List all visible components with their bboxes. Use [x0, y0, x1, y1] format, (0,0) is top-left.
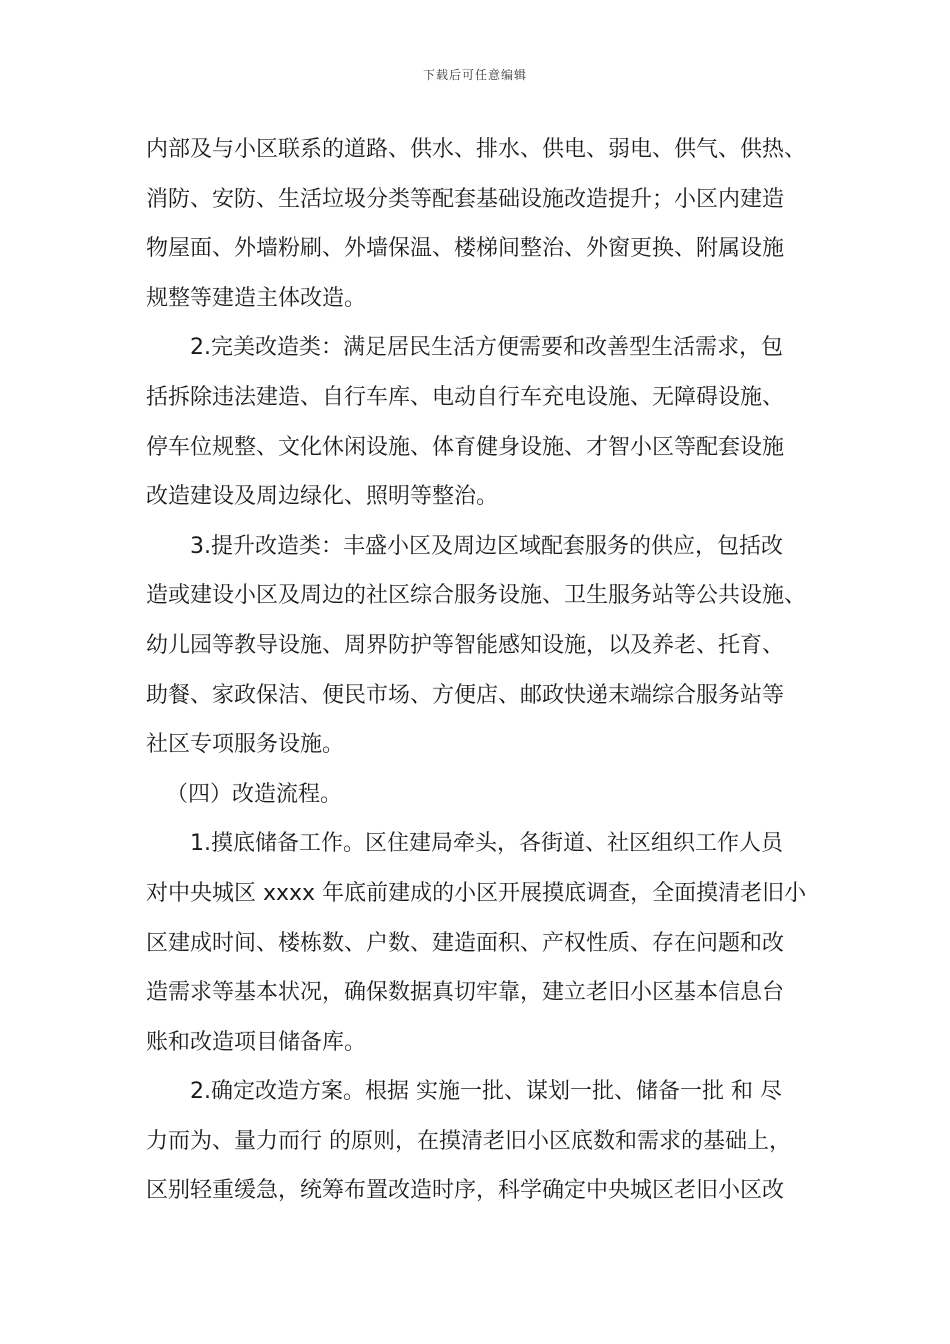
- text-line: 助餐、家政保洁、便民市场、方便店、邮政快递末端综合服务站等: [146, 682, 785, 708]
- text-line: 2.确定改造方案。根据 实施一批、谋划一批、储备一批 和 尽: [190, 1079, 782, 1105]
- section-heading: （四）改造流程。: [166, 781, 343, 807]
- text-line: 停车位规整、文化休闲设施、体育健身设施、才智小区等配套设施: [146, 434, 785, 460]
- text-line: 规整等建造主体改造。: [146, 285, 367, 311]
- text-line: 区别轻重缓急，统筹布置改造时序，科学确定中央城区老旧小区改: [146, 1178, 785, 1204]
- text-line: 对中央城区 xxxx 年底前建成的小区开展摸底调查，全面摸清老旧小: [146, 880, 807, 906]
- text-line: 3.提升改造类：丰盛小区及周边区域配套服务的供应，包括改: [190, 533, 783, 559]
- text-line: 内部及与小区联系的道路、供水、排水、供电、弱电、供气、供热、: [146, 137, 807, 162]
- text-line: 幼儿园等教导设施、周界防护等智能感知设施，以及养老、托育、: [146, 632, 785, 658]
- text-line: 力而为、量力而行 的原则，在摸清老旧小区底数和需求的基础上，: [146, 1128, 791, 1154]
- text-line: 物屋面、外墙粉刷、外墙保温、楼梯间整治、外窗更换、附属设施: [146, 236, 785, 262]
- page-header: 下载后可任意编辑: [422, 68, 527, 82]
- text-line: 改造建设及周边绿化、照明等整治。: [146, 484, 499, 510]
- text-line: 2.完美改造类：满足居民生活方便需要和改善型生活需求，包: [190, 335, 783, 361]
- text-line: 消防、安防、生活垃圾分类等配套基础设施改造提升；小区内建造: [146, 186, 785, 212]
- document-body: [146, 130, 808, 1221]
- text-line: 造或建设小区及周边的社区综合服务设施、卫生服务站等公共设施、: [146, 583, 807, 609]
- text-line: 括拆除违法建造、自行车库、电动自行车充电设施、无障碍设施、: [146, 384, 785, 410]
- text-line: 账和改造项目储备库。: [146, 1029, 367, 1055]
- text-line: 1.摸底储备工作。区住建局牵头，各街道、社区组织工作人员: [190, 831, 783, 857]
- text-line: 区建成时间、楼栋数、户数、建造面积、产权性质、存在问题和改: [146, 930, 785, 956]
- text-line: 造需求等基本状况，确保数据真切牢靠，建立老旧小区基本信息台: [146, 980, 785, 1006]
- text-line: 社区专项服务设施。: [146, 732, 345, 758]
